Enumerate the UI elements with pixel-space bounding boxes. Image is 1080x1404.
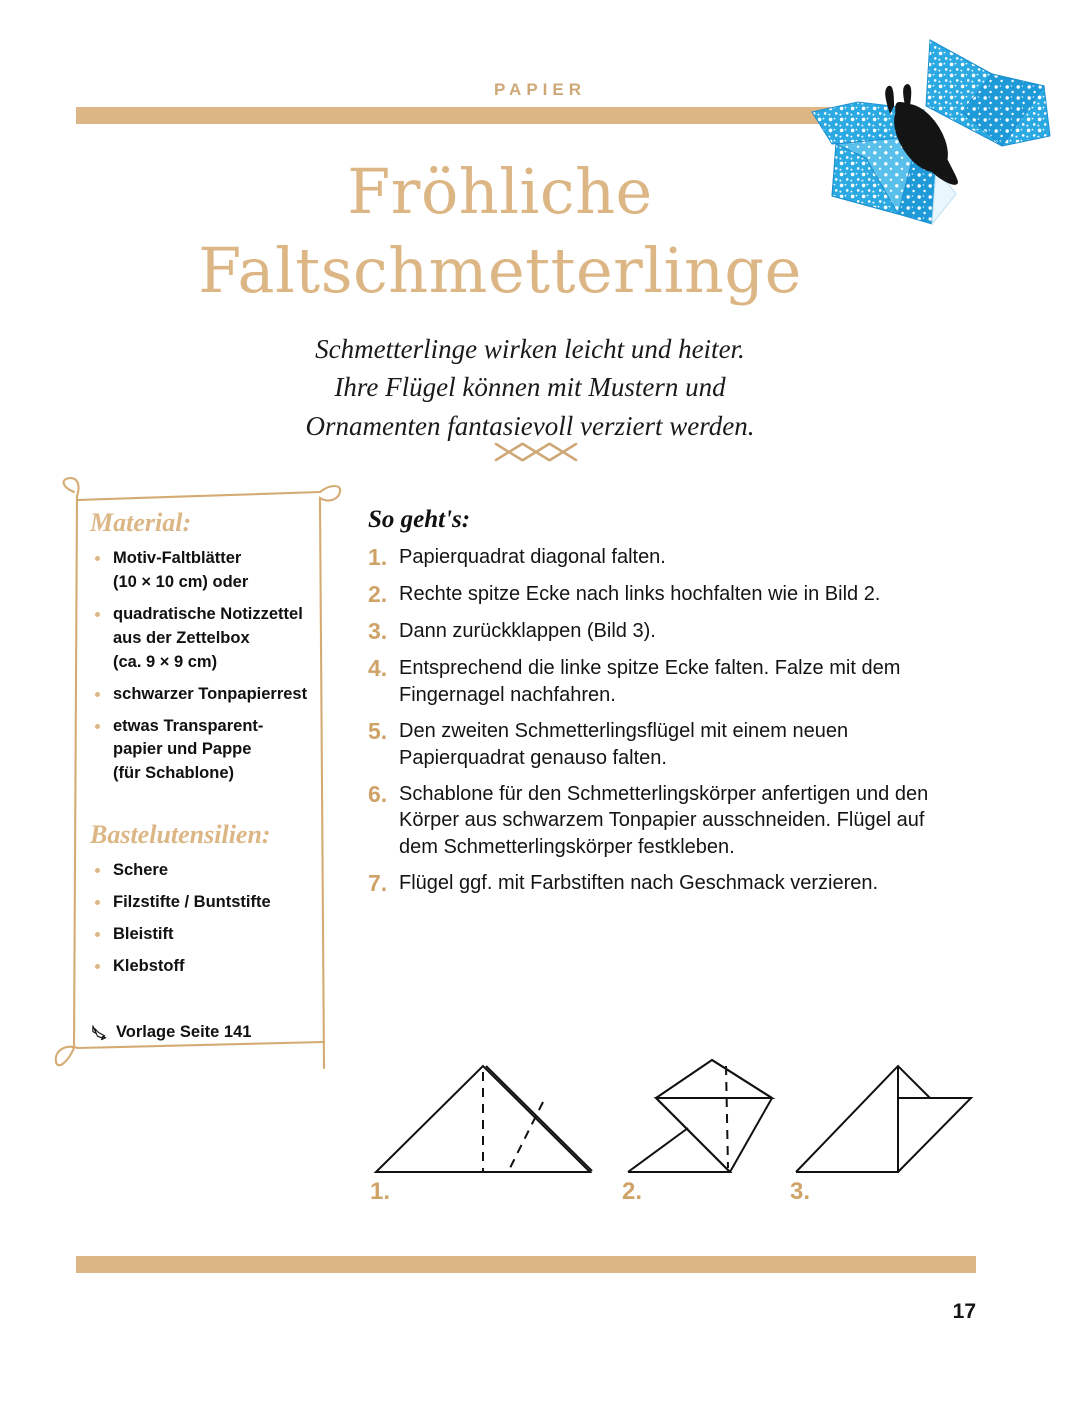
step-item bbox=[368, 618, 948, 645]
step-number: 3. bbox=[368, 618, 388, 645]
step-number: 1. bbox=[368, 544, 388, 570]
origami-diagram-2 bbox=[620, 1050, 780, 1205]
origami-diagrams bbox=[368, 1050, 988, 1225]
step-item bbox=[368, 781, 948, 860]
origami-diagram-3 bbox=[788, 1050, 978, 1205]
step-number: 2. bbox=[368, 581, 388, 608]
steps-heading: So geht's: bbox=[368, 506, 471, 533]
page-subtitle-line-2: Ihre Flügel können mit Mustern und bbox=[334, 372, 726, 403]
template-reference-text: Vorlage Seite 141 bbox=[116, 1022, 252, 1041]
utensils-heading: Bastelutensilien: bbox=[90, 820, 271, 850]
page-title-line-2: Faltschmetterlinge bbox=[198, 234, 802, 308]
template-reference bbox=[90, 1023, 340, 1042]
step-number: 5. bbox=[368, 718, 388, 745]
figure-label: 3. bbox=[790, 1178, 811, 1205]
step-number: 4. bbox=[368, 655, 388, 682]
xxx-ornament-divider bbox=[0, 438, 1080, 471]
page-number: 17 bbox=[952, 1300, 976, 1323]
utensil-item-text: Klebstoff bbox=[113, 957, 185, 976]
step-item bbox=[368, 870, 948, 897]
bottom-rule-bar bbox=[76, 1256, 976, 1273]
step-number: 6. bbox=[368, 780, 388, 807]
material-section bbox=[90, 508, 340, 1042]
category-label: PAPIER bbox=[493, 80, 587, 99]
step-text: Den zweiten Schmetterlingsflügel mit einem neuen Papierquadrat genauso falten. bbox=[399, 720, 849, 769]
step-text: Papierquadrat diagonal falten. bbox=[399, 546, 666, 568]
page-subtitle bbox=[150, 330, 910, 445]
origami-diagram-1 bbox=[368, 1050, 598, 1205]
step-item bbox=[368, 581, 948, 608]
page-title-line-1: Fröhliche bbox=[347, 155, 653, 228]
page-subtitle-line-3: Ornamenten fantasievoll verziert werden. bbox=[305, 410, 755, 441]
figure-label: 1. bbox=[370, 1178, 391, 1205]
top-rule-bar bbox=[76, 107, 904, 124]
material-item-text: schwarzer Tonpapierrest bbox=[113, 684, 308, 703]
page-title bbox=[120, 152, 880, 311]
step-text: Dann zurückklappen (Bild 3). bbox=[399, 620, 656, 643]
pointing-hand-icon bbox=[90, 1023, 109, 1042]
step-text: Flügel ggf. mit Farbstiften nach Geschmack verzieren. bbox=[399, 872, 879, 895]
utensil-item-text: Schere bbox=[113, 861, 169, 880]
list-item bbox=[90, 683, 340, 707]
step-text: Schablone für den Schmetterlingskörper anfertigen und den Körper aus schwarzem Tonpapier ausschneiden. Flügel auf dem Schmetterlingskörper festkleben. bbox=[399, 782, 929, 858]
list-item bbox=[90, 955, 340, 979]
step-text: Entsprechend die linke spitze Ecke falten. Falze mit dem Fingernagel nachfahren. bbox=[399, 657, 901, 706]
step-text: Rechte spitze Ecke nach links hochfalten wie in Bild 2. bbox=[399, 583, 881, 606]
utensil-item-text: Bleistift bbox=[113, 925, 174, 944]
material-item-text: quadratische Notizzettel aus der Zettelbox (ca. 9 × 9 cm) bbox=[113, 604, 303, 671]
material-item-text: etwas Transparent- papier und Pappe (für Schablone) bbox=[113, 716, 264, 783]
list-item bbox=[90, 715, 340, 787]
material-list bbox=[90, 547, 340, 786]
material-item-text: Motiv-Faltblätter (10 × 10 cm) oder bbox=[113, 549, 249, 591]
step-item bbox=[368, 655, 948, 708]
steps-section bbox=[368, 506, 948, 907]
utensils-list bbox=[90, 859, 340, 979]
step-item bbox=[368, 718, 948, 771]
list-item bbox=[90, 859, 340, 883]
step-item bbox=[368, 544, 948, 571]
utensil-item-text: Filzstifte / Buntstifte bbox=[113, 893, 271, 912]
page-subtitle-line-1: Schmetterlinge wirken leicht und heiter. bbox=[315, 334, 745, 364]
material-heading: Material: bbox=[90, 508, 192, 537]
step-number: 7. bbox=[368, 870, 388, 897]
list-item bbox=[90, 603, 340, 675]
list-item bbox=[90, 547, 340, 595]
list-item bbox=[90, 923, 340, 947]
figure-label: 2. bbox=[622, 1178, 643, 1205]
list-item bbox=[90, 891, 340, 915]
